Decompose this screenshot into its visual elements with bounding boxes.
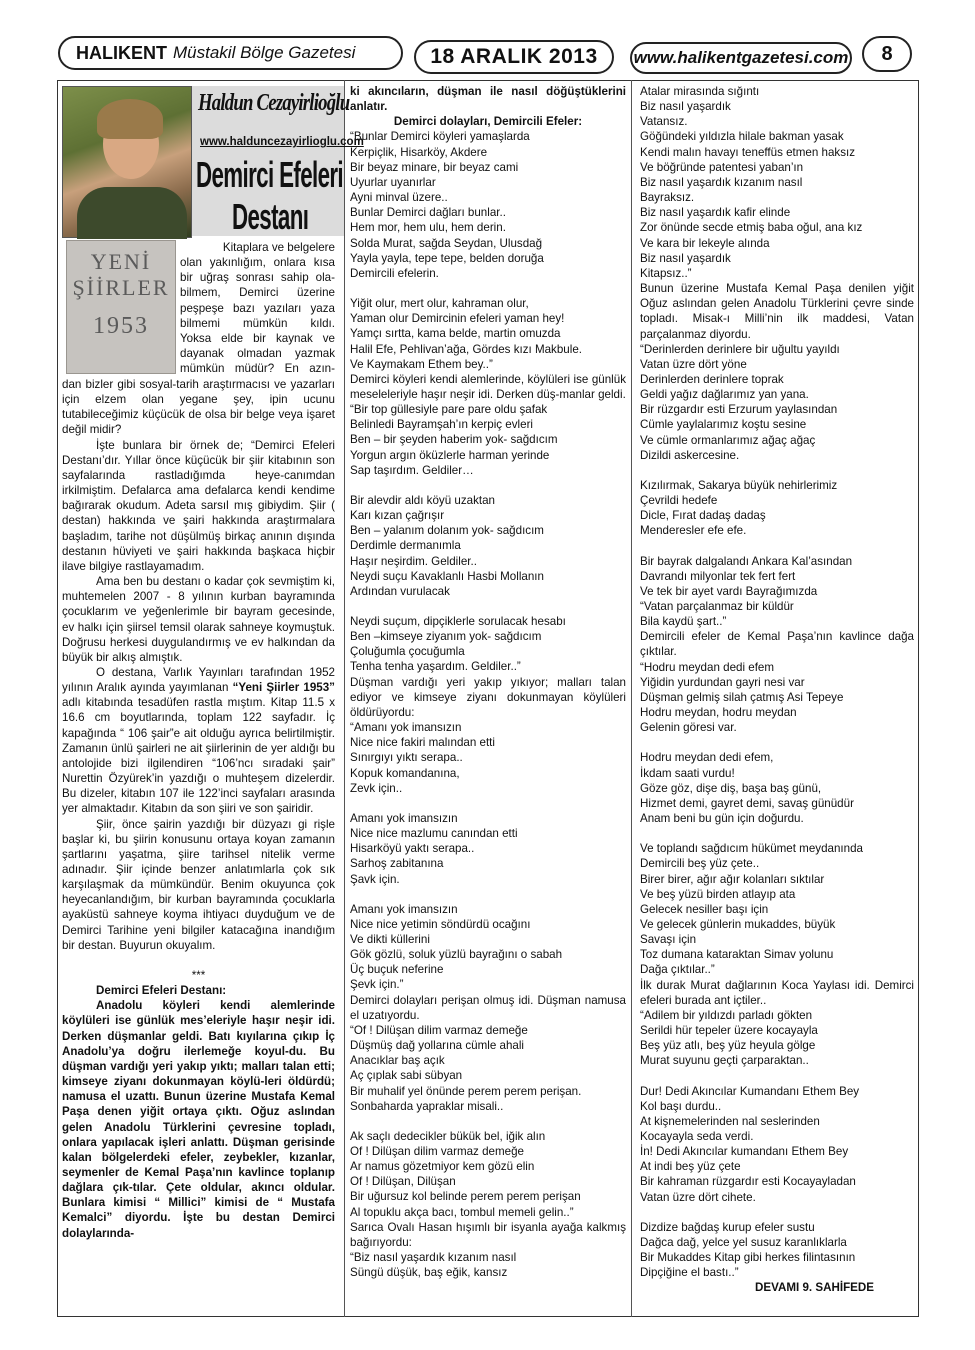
- poem-line: Ve cümle ormanlarımız ağaç ağaç: [640, 433, 816, 447]
- poem-line: Ayni minval üzere..: [350, 191, 448, 205]
- book-cover-image: [66, 240, 176, 374]
- poem-line: Bila kaydü şart..”: [640, 615, 727, 629]
- poem-line: Anacıklar baş açık: [350, 1054, 445, 1068]
- poem-line: Şavk için.: [350, 872, 400, 886]
- poem-line: Vatansız.: [640, 115, 688, 129]
- poem-line: Yorgun argın öküzlerle harman yerinde: [350, 448, 550, 462]
- poem-line: Uyurlar uyanırlar: [350, 175, 436, 189]
- poem-line: Hizmet demi, gayret demi, savaş günüdür: [640, 796, 854, 810]
- poem-line: Serildi hür tepeler üzere kocayayla: [640, 1024, 818, 1038]
- poem-line: Kopuk komandanına,: [350, 766, 460, 780]
- stanza-break: [640, 1069, 914, 1084]
- poem-line: Dipçiğine el bastı..”: [640, 1266, 739, 1280]
- stanza-break: [350, 281, 626, 296]
- column-divider: [631, 80, 632, 1317]
- poem-line: Çevrildi hedefe: [640, 494, 718, 508]
- column-divider: [344, 80, 345, 1317]
- poem-line: Ve kara bir lekeyle alında: [640, 236, 770, 250]
- poem-line: Sarhoş zabitanına: [350, 857, 444, 871]
- author-photo: [62, 86, 192, 238]
- poem-line: Derdimle dermanımla: [350, 539, 461, 553]
- stanza-break: [350, 796, 626, 811]
- poem-line: Bir muhalif yel önünde perem perem perişan.: [350, 1084, 582, 1098]
- poem-lines: [640, 84, 914, 1280]
- poem-line: Dizdize bağdaş kurup efeler sustu: [640, 1220, 815, 1234]
- stanza-break: [640, 735, 914, 750]
- poem-line: Vatan üzre dört yöne: [640, 357, 747, 371]
- wrap-line: olan yakınlığım, onlara kısa: [180, 256, 335, 270]
- paper-subtitle: Müstakil Bölge Gazetesi: [173, 43, 356, 62]
- poem-line: Derinlerden derinlere toprak: [640, 372, 784, 386]
- paper-name-banner: [58, 36, 403, 70]
- poem-line: Savaşı için: [640, 933, 697, 947]
- poem-line: Yaman olur Demircinin efeleri yaman hey!: [350, 312, 565, 326]
- poem-line: Gelecek nesiller başı için: [640, 902, 769, 916]
- poem-line: Demircili beş yüz çete..: [640, 857, 760, 871]
- paragraph: Ama ben bu destanı o kadar çok sevmiştim ki, muhtemelen 2007 - 8 yılının kurban bayramında çocuklarım ve yeğenlerimle bir bayram gecesinde, ev halkı için şiirsel temsil olarak sahneye koymuştuk. Doğrusu herkesi duygulandırmış ve ev halkından da büyük bir alkış almıştık.: [62, 575, 335, 664]
- stanza-break: [350, 478, 626, 493]
- wrap-line: bir uğraş sonrası sahip ola-: [180, 271, 335, 285]
- book-cover-line3: 1953: [93, 313, 149, 339]
- wrap-line: mümkün müdür? En azın-: [180, 362, 335, 376]
- poem-line: At kişnemelerinden nal seslerinden: [640, 1114, 820, 1128]
- stanza-break: [640, 1205, 914, 1220]
- poem-line: Çoluğumla çocuğumla: [350, 645, 465, 659]
- stanza-break: [640, 463, 914, 478]
- poem-line: Gök gözlü, soluk yüzlü bayrağını o sabah: [350, 948, 563, 962]
- poem-line: Cümle yaylalarımız koştu sesine: [640, 418, 807, 432]
- poem-line: “Derinlerden derinlere bir uğultu yayıldı: [640, 342, 840, 356]
- poem-line: Demircili efelerin.: [350, 266, 439, 280]
- poem-line: Yiğit olur, mert olur, kahraman olur,: [350, 297, 529, 311]
- poem-line: Ben – yalanım dolanım yok- sağdıcım: [350, 524, 544, 538]
- poem-heading: Demirci Efeleri Destanı:: [96, 984, 227, 998]
- poem-line: Karı kızan çağrışır: [350, 509, 445, 523]
- poem-line: Bir alevdir aldı köyü uzaktan: [350, 493, 495, 507]
- poem-line: Yamçı sırtta, kama belde, martin omuzda: [350, 327, 561, 341]
- paper-name: HALIKENT: [76, 42, 167, 63]
- poem-line: Belinledi Bayramşah’ın kerpiç evleri: [350, 418, 534, 432]
- stanza-break: [640, 539, 914, 554]
- wrap-line: Yoksa elde bir kaynak ve: [180, 331, 335, 345]
- poem-line: Ve gelecek günlerin mukaddes, büyük: [640, 917, 836, 931]
- poem-line: “Hodru meydan dedi efem: [640, 660, 775, 674]
- poem-line: Kol başı durdu..: [640, 1099, 722, 1113]
- poem-line: Göze göz, dişe diş, başa baş günü,: [640, 781, 822, 795]
- poem-line: Ve beş yüzü birden atlayıp ata: [640, 887, 796, 901]
- poem-line: Halil Efe, Pehlivan’ağa, Gördes kızı Makbule.: [350, 342, 582, 356]
- poem-line: Hodru meydan, hodru meydan: [640, 706, 797, 720]
- poem-line: Ar namus gözetmiyor kem gözü elin: [350, 1160, 535, 1174]
- wrap-line: bilmemi mümkün kıldı.: [180, 316, 335, 330]
- poem-line: Amanı yok imansızın: [350, 811, 458, 825]
- poem-line: Dizildi askercesine.: [640, 448, 740, 462]
- poem-line: Neydi suçum, dipçiklerle sorulacak hesabı: [350, 615, 566, 628]
- poem-line: Dur! Dedi Akıncılar Kumandanı Ethem Bey: [640, 1084, 860, 1098]
- poem-line: Hodru meydan dedi efem,: [640, 751, 774, 765]
- poem-line: Nice nice fakiri malından etti: [350, 736, 495, 750]
- poem-line: Bir uğursuz kol belinde perem perem perişan: [350, 1190, 581, 1204]
- poem-line: Neydi suçu Kavaklanlı Hasbi Mollanın: [350, 569, 544, 583]
- poem-line: Sap taşırdım. Geldiler…: [350, 463, 474, 477]
- poem-line: İn! Dedi Akıncılar kumandanı Ethem Bey: [640, 1145, 849, 1159]
- poem-line: Ve dikti küllerini: [350, 932, 430, 946]
- poem-line: Aç çıplak sabi sübyan: [350, 1069, 463, 1083]
- wrap-line: bilmem, Demirci üzerine: [180, 286, 335, 300]
- poem-line: Of ! Dilüşan dilim varmaz demeğe: [350, 1145, 524, 1158]
- stanza-break: [350, 887, 626, 902]
- poem-line: Bir Mukaddes Kitap gibi herkes filintasının: [640, 1251, 856, 1265]
- poem-line: Gelenin göresi var.: [640, 721, 737, 735]
- stanza-break: [350, 1114, 626, 1129]
- section-separator: ***: [191, 968, 206, 982]
- issue-date: 18 ARALIK 2013: [414, 40, 614, 74]
- paragraph: dan bizler gibi sosyal-tarih araştırmacısı ve yazarları için elzem olan yegane şey, ipin ucunu tutabileceğimiz küçücük de olsa bir belge veya işaret değil midir?: [62, 378, 335, 437]
- poem-line: Zevk için..: [350, 781, 403, 795]
- prose-paragraph: İlk durak Murat dağlarının Koca Yaylası idi. Demirci efeleri burada ant içtiler..: [640, 978, 914, 1007]
- poem-line: Amanı yok imansızın: [350, 902, 458, 916]
- book-cover-line1: YENİ: [90, 249, 152, 274]
- poem-line: Nice nice mazlumu canından etti: [350, 827, 518, 841]
- poem-line: Sınırgıyı yıktı serapa..: [350, 751, 463, 765]
- poem-line: At indi beş yüz çete: [640, 1160, 741, 1174]
- poem-line: Birer birer, ağır ağır kolanları sıktılar: [640, 872, 825, 886]
- poem-line: Ve toplandı sağdıcım hükümet meydanında: [640, 842, 863, 856]
- bold-intro-continued: ki akıncıların, düşman ile nasıl döğüştüklerini anlatır.: [350, 85, 626, 114]
- poem-line: Kitapsız..”: [640, 266, 692, 280]
- poem-line: Bunlar Demirci dağları bunlar..: [350, 206, 506, 220]
- poem-line: Al topuklu akça bacı, tombul memeli gelin..”: [350, 1205, 574, 1219]
- article-title-line2: Destanı: [232, 196, 309, 237]
- poem-line: Zor önünde secde etmiş baba oğul, ana kız: [640, 221, 863, 235]
- poem-line: Dicle, Fırat dadaş dadaş: [640, 509, 766, 523]
- poem-line: Göğündeki yıldızla hilale bakman yasak: [640, 130, 844, 144]
- poem-line: Bir bayrak dalgalandı Ankara Kal’asından: [640, 554, 853, 568]
- poem-line: Ak saçlı dedecikler bükük bel, iğik alın: [350, 1129, 546, 1143]
- poem-line: Of ! Dilüşan, Dilüşan: [350, 1175, 456, 1189]
- paragraph: O destana, Varlık Yayınları tarafından 1952 yılının Aralık ayında yayımlanan “Yeni Şiirler 1953” adlı kitabında tesadüfen rastla mıştım. Kitap 11.5 x 16.6 cm boyutlarında, toplam 122 sayfadır. İç kapağında “ 106 şair”e ait olduğu ayrıca belirtilmiştir. Zamanın ünlü şairleri ne ait şiirlerinin de yer aldığı bu antolojide bizi ilgilendiren “106’ncı sıradaki şair” Nurettin Özyürek’in yazdığı o muhteşem dizelerdir. Bu dizeler, kitabın 107 ile 122’inci sayfaları arasında yer almaktadır. Kitabın da son şiiri ve son şairidir.: [62, 665, 335, 816]
- poem-line: Biz nasıl yaşardık kafir elinde: [640, 206, 791, 220]
- bold-intro: Anadolu köyleri kendi alemlerinde köylüleri ise günlük mes’eleriyle haşır neşir idi. Derken düşmanlar geldi. Batı kıyılarına çıkıp İç Anadolu’ya doğru ilerlemeğe koyul-du. Bu düşman vardığı yeri yakıp yıktı; malları talan etti; kimseye ziyanı dokunmayan köylü-leri öldürdü; namusa el uzattı. Bunun üzerine Mustafa Kemal Paşa denen yiğit ortaya çıktı. Oğuz aslından gelen Anadolu Türklerini çevresine topladı, onlara yapılacak işleri anlattı. Düşman gerisinde kalan bölgelerdeki efeler, zeybekler, kızanlar, seymenler de Kemal Paşa’nın kavlince toplanıp dağlara çık-tılar. Çete oldular, akıncı oldular. Bunlara kimisi “ Millici” kimisi de “ Mustafa Kemalci” diyordu. İşte bu destan Demirci dolaylarında-: [62, 999, 335, 1240]
- poem-line: Atalar mirasında sığıntı: [640, 85, 760, 98]
- poem-line: Vatan üzre dört cihete.: [640, 1190, 756, 1204]
- column-3-text: [640, 84, 914, 1296]
- poem-line: Bir beyaz minare, bir beyaz cami: [350, 160, 519, 174]
- poem-line: Menderesler efe efe.: [640, 524, 747, 538]
- poem-line: “Bir top güllesiyle pare pare oldu şafak: [350, 403, 548, 417]
- poem-line: Üç buçuk neferine: [350, 963, 444, 977]
- poem-line: Murat suyunu geçti çarparaktan..: [640, 1054, 809, 1068]
- poem-line: Kızılırmak, Sakarya büyük nehirlerimiz: [640, 478, 838, 492]
- poem-line: Solda Murat, sağda Seydan, Ulusdağ: [350, 236, 543, 250]
- website-link[interactable]: www.halikentgazetesi.com: [630, 42, 852, 74]
- poem-line: Haşır neşirdim. Geldiler..: [350, 554, 477, 568]
- poem-line: Davrandı milyonlar tek fert fert: [640, 569, 796, 583]
- article-title-line1: Demirci Efeleri: [196, 154, 344, 195]
- poem-line: “Adilem bir yıldızdı parladı gökten: [640, 1008, 813, 1022]
- poem-line: “Amanı yok imansızın: [350, 721, 462, 735]
- poem-line: Kocayayla seda verdi.: [640, 1130, 754, 1143]
- wrap-line: dayanak olmadan yazmak: [180, 347, 335, 361]
- poem-line: Beş yüz atlı, beş yüz heyula gölge: [640, 1039, 816, 1053]
- poem-line: İkdam saati vurdu!: [640, 766, 735, 780]
- prose-paragraph: Demirci köyleri kendi alemlerinde, köylüleri ise günlük meseleleriyle haşır neşir idi. Derken düş-manlar geldi.: [350, 372, 626, 401]
- stanza-break: [350, 599, 626, 614]
- poem-line: Nice nice yetimin söndürdü ocağını: [350, 917, 531, 931]
- poem-line: Yiğidin yurdundan gayri nesi var: [640, 675, 805, 689]
- poem-line: Hisarköyü yaktı serapa..: [350, 842, 475, 856]
- poem-line: Ve tek bir ayet vardı Bayrağımızda: [640, 584, 818, 598]
- poem-line: Bayraksız.: [640, 191, 695, 205]
- poem-line: “Bunlar Demirci köyleri yamaşlarda: [350, 130, 530, 144]
- stanza-break: [640, 826, 914, 841]
- book-cover-line2: ŞİİRLER: [72, 275, 170, 300]
- column-1-wrap-text: [180, 240, 335, 376]
- poem-line: Dağca dağ, yelce yel susuz karanlıklarla: [640, 1235, 847, 1249]
- wrap-line: peşpeşe bazı yazıları yaza: [180, 301, 335, 315]
- poem-line: Ben – bir şeyden haberim yok- sağdıcım: [350, 433, 558, 447]
- poem-line: Biz nasıl yaşardık: [640, 251, 731, 265]
- poem-line: Anam beni bu gün için doğurdu.: [640, 812, 804, 826]
- column-1-text: [62, 377, 335, 1241]
- prose-paragraph: Demircili efeler de Kemal Paşa’nın kavlince dağa çıktılar.: [640, 630, 914, 659]
- poem-line: Kerpiçlik, Hisarköy, Akdere: [350, 145, 488, 159]
- poem-line: Toz dumana kataraktan Simav yolunu: [640, 948, 834, 962]
- author-name: Haldun Cezayirlioğlu: [198, 90, 350, 116]
- poem-line: “Of ! Dilüşan dilim varmaz demeğe: [350, 1023, 528, 1037]
- poem-line: Şevk için.”: [350, 978, 404, 992]
- poem-line: Ben –kimseye ziyanım yok- sağdıcım: [350, 630, 542, 644]
- poem-line: Ardından vurulacak: [350, 584, 450, 598]
- poem-line: Süngü düşük, baş eğik, kansız: [350, 1266, 508, 1280]
- poem-line: Bir kahraman rüzgardır esti Kocayayladan: [640, 1175, 856, 1189]
- page-number: 8: [862, 36, 912, 72]
- poem-line: Tenha tenha yaşardım. Geldiler..”: [350, 660, 521, 674]
- wrap-line: Kitaplara ve belgelere: [222, 241, 335, 254]
- poem-line: Bir rüzgardır esti Erzurum yaylasından: [640, 403, 838, 417]
- poem-lines: [350, 129, 626, 1280]
- poem-line: Biz nasıl yaşardık kızanım nasıl: [640, 175, 803, 189]
- poem-line: Ve böğründe patentesi yaban’ın: [640, 160, 804, 174]
- poem-subheading: Demirci dolayları, Demircili Efeler:: [393, 115, 583, 129]
- poem-line: Yayla yayla, tepe tepe, belden doruğa: [350, 251, 544, 265]
- continued-note: DEVAMI 9. SAHİFEDE: [755, 1281, 874, 1295]
- paragraph: Şiir, önce şairin yazdığı bir düzyazı gi rişle başlar ki, bu şiirin konusunu ortaya koyan zamanın şartlarını yaşatma, şiire tarihsel nitelik verme adınadır. Şiir içinde benzer anlatımlarla çok sık karşılaşmak da mümkündür. Benim okuyunca çok heyecanlandığım, bir kurban bayramında çocuklarla ayaküstü sahneye koyma ihtiyacı duyduğum ve de Demirci Tarihine yeni bilgiler katacağına inandığım bir destan. Buyurun okuyalım.: [62, 817, 335, 952]
- poem-line: Düşmüş dağ yollarına cümle ahali: [350, 1039, 524, 1053]
- poem-line: Geldi yağız dağlarımız yan yana.: [640, 388, 809, 402]
- poem-line: Dağa çıktılar..”: [640, 963, 715, 977]
- prose-paragraph: Demirci dolayları perişan olmuş idi. Düşman namusa el uzatıyordu.: [350, 993, 626, 1022]
- poem-line: Biz nasıl yaşardık: [640, 100, 731, 114]
- prose-paragraph: Düşman vardığı yeri yakıp yıkıyor; malları talan ediyor ve kimseye ziyanı dokunmayan köylüleri öldürüyordu:: [350, 675, 626, 719]
- poem-line: “Vatan parçalanmaz bir küldür: [640, 600, 794, 613]
- poem-line: “Biz nasıl yaşardık kızanım nasıl: [350, 1251, 517, 1265]
- poem-line: Düşman gelmiş silah çatmış Asi Tepeye: [640, 690, 844, 704]
- poem-line: Sonbaharda yapraklar misali..: [350, 1099, 504, 1113]
- prose-paragraph: Sarıca Ovalı Hasan hışımlı bir isyanla ayağa kalkmış bağırıyordu:: [350, 1220, 626, 1249]
- paragraph: İşte bunlara bir örnek de; “Demirci Efeleri Destanı’dır. Yıllar önce küçücük bir şiir kitabının son sayfalarında rastladığımda heye-canımdan irkilmiştim. Defalarca ama defalarca kendi kendime bağırarak okudum. Adeta sarsıl mış gibiydim. Şiir ( destan) hakkında ve şairi hakkında araştırmalara başladım, tarihe not düşülmüş birkaç anının dışında destanın hüviyeti ve şairi hakkında başkaca hiçbir ilave bilgiye rastlayamadım.: [62, 438, 335, 573]
- poem-line: Kendi malın havayı teneffüs etmen haksız: [640, 145, 856, 159]
- poem-line: Hem mor, hem ulu, hem derin.: [350, 221, 506, 235]
- prose-paragraph: Bunun üzerine Mustafa Kemal Paşa denilen yiğit Oğuz aslından gelen Anadolu Türklerini çevre sinde topladı. Misak-ı Milli’nin ilk maddesi, Vatan parçalanmaz diyordu.: [640, 282, 914, 341]
- poem-line: Ve Kaymakam Ethem bey..”: [350, 357, 493, 371]
- column-2-text: [350, 84, 626, 1280]
- author-website-link[interactable]: www.halduncezayirlioglu.com: [200, 136, 364, 148]
